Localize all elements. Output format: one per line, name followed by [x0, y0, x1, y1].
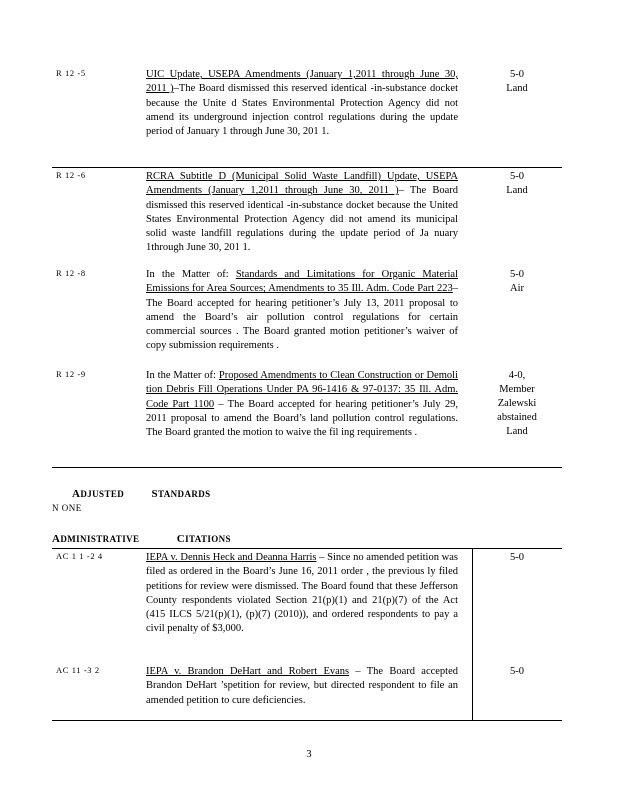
section-divider	[52, 467, 562, 468]
citations-top-rule	[52, 548, 562, 549]
page-number: 3	[306, 749, 312, 760]
vote-count: 5-0	[510, 269, 524, 280]
vote-category: Land	[506, 426, 528, 437]
entry-description: – The Board dismissed this reserved identical -in-substance docket because the United States Environmental Protection Agency did not amend its municipal solid waste landfill regulations during the update period of Ja nuary 1through June 30, 201 1.	[146, 185, 458, 254]
entry-title: Proposed Amendments to Clean Construction or Demoli tion Debris Fill Operations Under PA 96-1416 & 97-0137: 35 Ill. Adm. Code Part 1100	[146, 370, 458, 410]
entry-description: – The Board accepted for hearing petitioner’s July 29, 2011 proposal to amend the Board’s land pollution control regulations. The Board granted the motion to waive the fil ing requirements .	[146, 398, 458, 439]
vote-count: 5-0	[510, 552, 524, 563]
entry-description: –The Board dismissed this reserved identical -in-substance docket because the Unite d States Environmental Protection Agency did not amend its underground injection control regulations during the update period of January 1 through June 30, 201 1.	[146, 83, 458, 138]
docket-number: R 12 -5	[56, 68, 86, 78]
vote-count: 4-0,	[508, 370, 526, 381]
rulemaking-entry	[52, 170, 562, 260]
entry-text	[146, 665, 458, 708]
entry-text	[146, 268, 458, 354]
entry-title: UIC Update, USEPA Amendments (January 1,2011 through June 30, 2011 )	[146, 69, 458, 95]
vote-category: Land	[506, 83, 528, 94]
entry-divider	[52, 167, 562, 168]
vote-column	[482, 170, 552, 198]
docket-number: R 12 -6	[56, 170, 86, 180]
entry-text	[146, 369, 458, 440]
entry-title: IEPA v. Brandon DeHart and Robert Evans	[146, 666, 350, 677]
adjusted-standards-none: N ONE	[52, 503, 82, 513]
docket-number: AC 11 -3 2	[56, 665, 100, 675]
vote-count: 5-0	[510, 69, 524, 80]
docket-number: R 12 -8	[56, 268, 86, 278]
citation-entry	[52, 551, 562, 651]
vote-column	[482, 551, 552, 565]
citations-bottom-rule	[52, 720, 562, 721]
entry-text	[146, 68, 458, 139]
entry-description: – The Board accepted Brandon DeHart ’spetition for review, but directed respondent to file an amended petition to cure deficiencies.	[146, 666, 459, 706]
vote-column	[482, 268, 552, 296]
vote-column	[482, 369, 552, 439]
administrative-citations-heading: ADMINISTRATIVE CITATIONS	[52, 533, 231, 545]
entry-description: – Since no amended petition was filed as ordered in the Board’s June 16, 2011 order , the previous ly filed petitions for review were dismissed. The Board found that these Jefferson County respondents violated Section 21(p)(1) and 21(p)(7) of the Act (415 ILCS 5/21(p)(1), (p)(7) (2010)), and ordered respondents to pay a civil penalty of $3,000.	[146, 552, 458, 635]
vote-count: 5-0	[510, 666, 524, 677]
adjusted-standards-heading: ADJUSTED STANDARDS	[72, 488, 211, 500]
entry-title: IEPA v. Dennis Heck and Deanna Harris	[146, 552, 317, 563]
citation-entry	[52, 665, 562, 725]
entry-prefix: In the Matter of:	[146, 269, 236, 280]
rulemaking-entry	[52, 68, 562, 158]
vote-count: 5-0	[510, 171, 524, 182]
entry-title: Standards and Limitations for Organic Material Emissions for Area Sources; Amendments to 35 Ill. Adm. Code Part 223	[146, 269, 458, 295]
rulemaking-entry	[52, 268, 562, 358]
vote-column	[482, 68, 552, 96]
docket-number: R 12 -9	[56, 369, 86, 379]
vote-category: Land	[506, 185, 528, 196]
entry-prefix: In the Matter of:	[146, 370, 219, 381]
entry-text	[146, 551, 458, 637]
docket-number: AC 1 1 -2 4	[56, 551, 103, 561]
vote-category: Air	[510, 283, 524, 294]
rulemaking-entry	[52, 369, 562, 459]
entry-description: – The Board accepted for hearing petitioner’s July 13, 2011 proposal to amend the Board’s air pollution control regulations for certain commercial sources . The Board granted motion petitioner’s waiver of copy submission requirements .	[146, 283, 458, 352]
entry-text	[146, 170, 458, 256]
vote-note: Member Zalewski abstained	[497, 384, 537, 423]
entry-title: RCRA Subtitle D (Municipal Solid Waste Landfill) Update, USEPA Amendments (January 1,2011 through June 30, 2011 )	[146, 171, 458, 197]
vote-column	[482, 665, 552, 679]
